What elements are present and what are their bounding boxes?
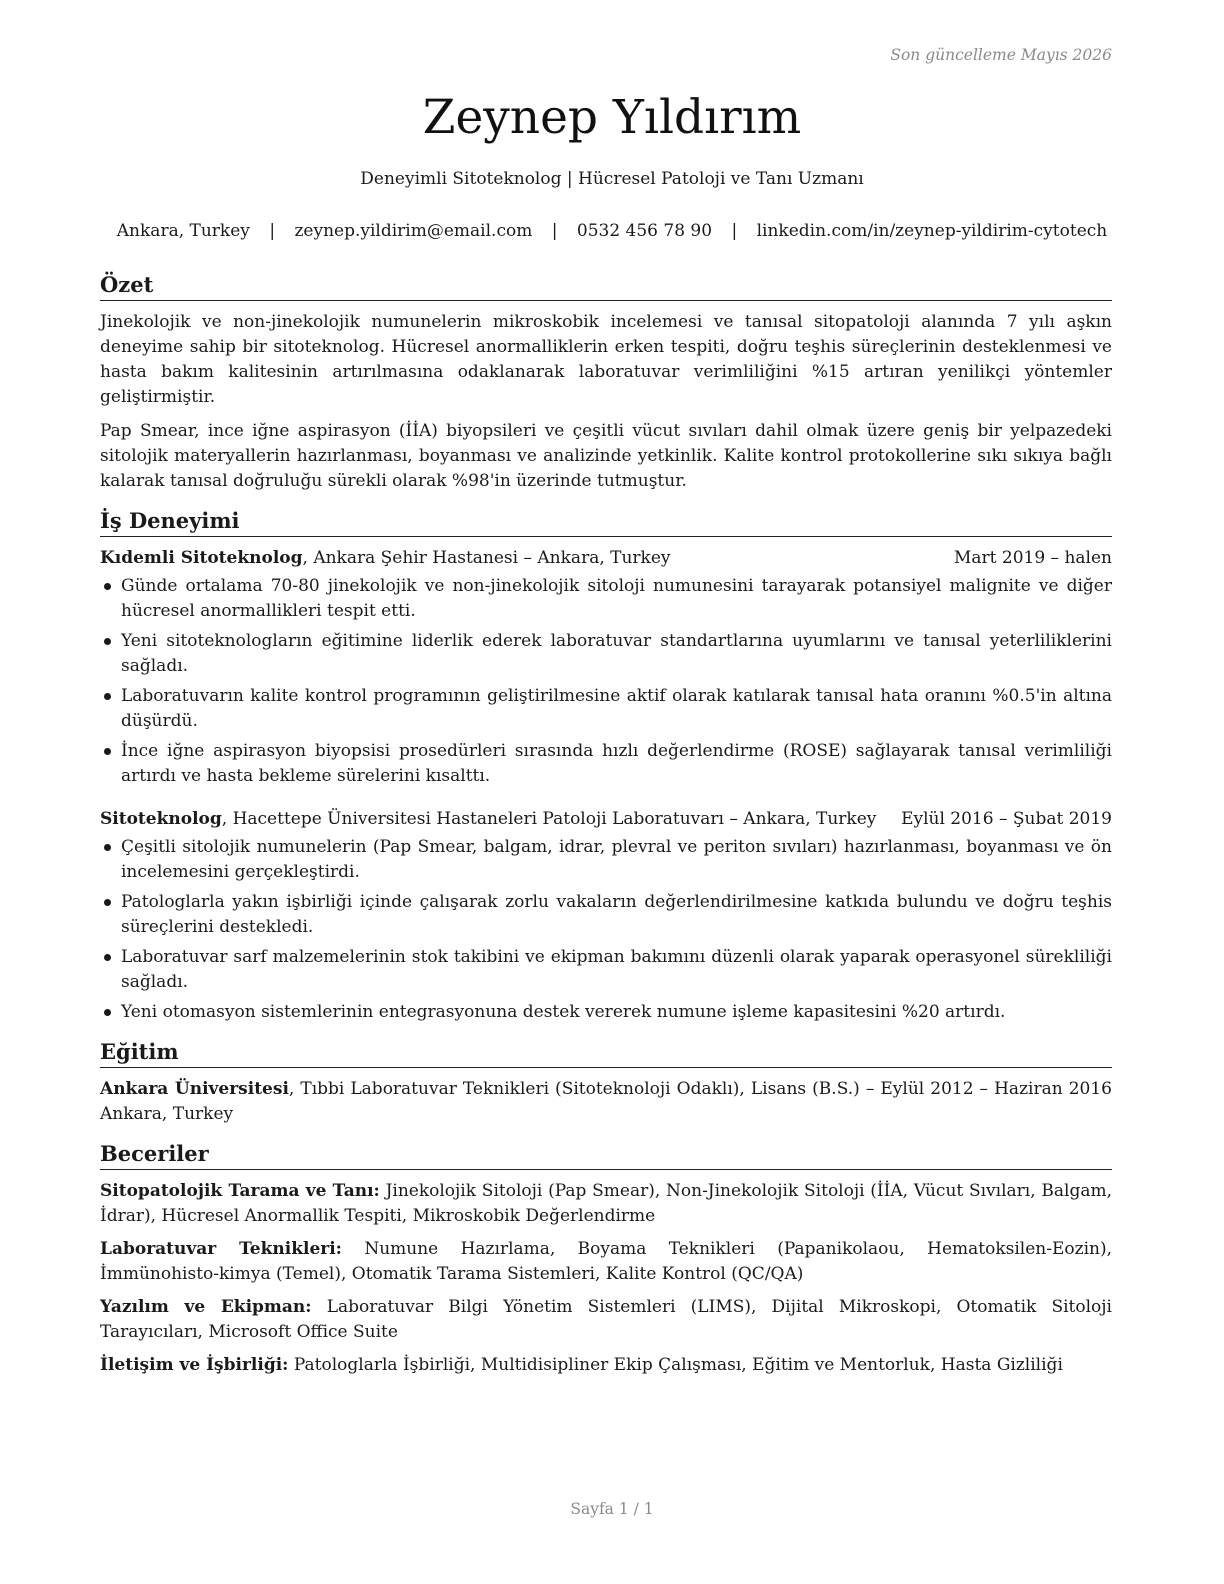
education-school: Ankara Üniversitesi bbox=[100, 1079, 289, 1099]
job-dates: Eylül 2016 – Şubat 2019 bbox=[901, 809, 1112, 829]
contact-line bbox=[0, 219, 1224, 243]
contact-phone[interactable]: 0532 456 78 90 bbox=[576, 221, 713, 241]
job-bullet: Günde ortalama 70-80 jinekolojik ve non-jinekolojik sitoloji numunesini tarayarak potansiyel malignite ve diğer hücresel anormallikleri tespit etti. bbox=[100, 574, 1112, 624]
skill-text: Laboratuvar Bilgi Yönetim Sistemleri (LIMS), Dijital Mikroskopi, Otomatik Sitoloji Tarayıcıları, Microsoft Office Suite bbox=[100, 1297, 1112, 1342]
job-organization: , Ankara Şehir Hastanesi – Ankara, Turkey bbox=[302, 548, 671, 568]
summary-paragraph: Jinekolojik ve non-jinekolojik numunelerin mikroskobik incelemesi ve tanısal sitopatoloji alanında 7 yılı aşkın deneyime sahip bir sitoteknolog. Hücresel anormalliklerin erken tespiti, doğru teşhis süreçlerinin desteklenmesi ve hasta bakım kalitesinin artırılmasına odaklanarak laboratuvar verimliliğini %15 artıran yenilikçi yöntemler geliştirmiştir. bbox=[100, 312, 1112, 407]
job-title-line bbox=[100, 546, 671, 571]
skill-text: Numune Hazırlama, Boyama Teknikleri (Papanikolaou, Hematoksilen-Eozin), İmmünohisto-kimya (Temel), Otomatik Tarama Sistemleri, Kalite Kontrol (QC/QA) bbox=[100, 1239, 1112, 1284]
job-bullet: Yeni sitoteknologların eğitimine liderlik ederek laboratuvar standartlarına uyumlarını ve tanısal yeterliliklerini sağladı. bbox=[100, 629, 1112, 679]
job-header bbox=[100, 807, 1112, 832]
job-entry bbox=[100, 807, 1112, 1025]
skill-text: Jinekolojik Sitoloji (Pap Smear), Non-Jinekolojik Sitoloji (İİA, Vücut Sıvıları, Balgam, İdrar), Hücresel Anormallik Tespiti, Mikroskobik Değerlendirme bbox=[100, 1181, 1112, 1226]
section-title-education: Eğitim bbox=[100, 1037, 1112, 1068]
skill-group bbox=[100, 1237, 1112, 1287]
section-title-summary: Özet bbox=[100, 270, 1112, 301]
job-bullet: Çeşitli sitolojik numunelerin (Pap Smear, balgam, idrar, plevral ve periton sıvıları) hazırlanması, boyanması ve ön incelemesini gerçekleştirdi. bbox=[100, 835, 1112, 885]
job-bullet: İnce iğne aspirasyon biyopsisi prosedürleri sırasında hızlı değerlendirme (ROSE) sağlayarak tanısal verimliliği artırdı ve hasta bekleme sürelerini kısalttı. bbox=[100, 739, 1112, 789]
contact-separator: | bbox=[551, 221, 558, 241]
skill-label: İletişim ve İşbirliği: bbox=[100, 1355, 289, 1375]
skill-label: Laboratuvar Teknikleri: bbox=[100, 1239, 342, 1259]
job-title-line bbox=[100, 807, 876, 832]
skill-label: Sitopatolojik Tarama ve Tanı: bbox=[100, 1181, 380, 1201]
job-entry bbox=[100, 546, 1112, 789]
skill-text: Patologlarla İşbirliği, Multidisipliner Ekip Çalışması, Eğitim ve Mentorluk, Hasta Gizliliği bbox=[288, 1355, 1063, 1375]
job-role: Kıdemli Sitoteknolog bbox=[100, 548, 303, 568]
resume-content bbox=[100, 270, 1112, 1390]
education-entry bbox=[100, 1077, 1112, 1127]
education-section bbox=[100, 1037, 1112, 1127]
section-title-skills: Beceriler bbox=[100, 1139, 1112, 1170]
last-updated: Son güncelleme Mayıs 2026 bbox=[890, 46, 1112, 64]
job-role: Sitoteknolog bbox=[100, 809, 222, 829]
page-number: Sayfa 1 / 1 bbox=[570, 1500, 654, 1518]
experience-section bbox=[100, 506, 1112, 1025]
contact-linkedin[interactable]: linkedin.com/in/zeynep-yildirim-cytotech bbox=[756, 221, 1108, 241]
job-bullet: Laboratuvarın kalite kontrol programının geliştirilmesine aktif olarak katılarak tanısal hata oranını %0.5'in altına düşürdü. bbox=[100, 684, 1112, 734]
tagline: Deneyimli Sitoteknolog | Hücresel Patoloji ve Tanı Uzmanı bbox=[360, 169, 864, 189]
skill-group bbox=[100, 1353, 1112, 1378]
skill-group bbox=[100, 1295, 1112, 1345]
contact-separator: | bbox=[731, 221, 738, 241]
job-header bbox=[100, 546, 1112, 571]
summary-paragraph: Pap Smear, ince iğne aspirasyon (İİA) biyopsileri ve çeşitli vücut sıvıları dahil olmak üzere geniş bir yelpazedeki sitolojik materyallerin hazırlanması, boyanması ve analizinde yetkinlik. Kalite kontrol protokollerine sıkı sıkıya bağlı kalarak tanısal doğruluğu sürekli olarak %98'in üzerinde tutmuştur. bbox=[100, 421, 1112, 491]
job-bullet: Patologlarla yakın işbirliği içinde çalışarak zorlu vakaların değerlendirilmesine katkıda bulundu ve doğru teşhis süreçlerini destekledi. bbox=[100, 890, 1112, 940]
job-dates: Mart 2019 – halen bbox=[953, 548, 1112, 568]
contact-email[interactable]: zeynep.yildirim@email.com bbox=[294, 221, 533, 241]
skill-group bbox=[100, 1179, 1112, 1229]
education-details: , Tıbbi Laboratuvar Teknikleri (Sitoteknoloji Odaklı), Lisans (B.S.) – Eylül 2012 – Haziran 2016 Ankara, Turkey bbox=[100, 1079, 1112, 1124]
contact-separator: | bbox=[269, 221, 276, 241]
section-title-experience: İş Deneyimi bbox=[100, 506, 1112, 537]
contact-location: Ankara, Turkey bbox=[116, 221, 250, 241]
job-bullet: Laboratuvar sarf malzemelerinin stok takibini ve ekipman bakımını düzenli olarak yaparak operasyonel sürekliliği sağladı. bbox=[100, 945, 1112, 995]
job-bullets bbox=[100, 574, 1112, 789]
candidate-name: Zeynep Yıldırım bbox=[422, 90, 802, 145]
skills-section bbox=[100, 1139, 1112, 1378]
job-bullets bbox=[100, 835, 1112, 1025]
summary-section bbox=[100, 270, 1112, 494]
job-organization: , Hacettepe Üniversitesi Hastaneleri Patoloji Laboratuvarı – Ankara, Turkey bbox=[221, 809, 877, 829]
job-bullet: Yeni otomasyon sistemlerinin entegrasyonuna destek vererek numune işleme kapasitesini %20 artırdı. bbox=[100, 1000, 1112, 1025]
skill-label: Yazılım ve Ekipman: bbox=[100, 1297, 312, 1317]
